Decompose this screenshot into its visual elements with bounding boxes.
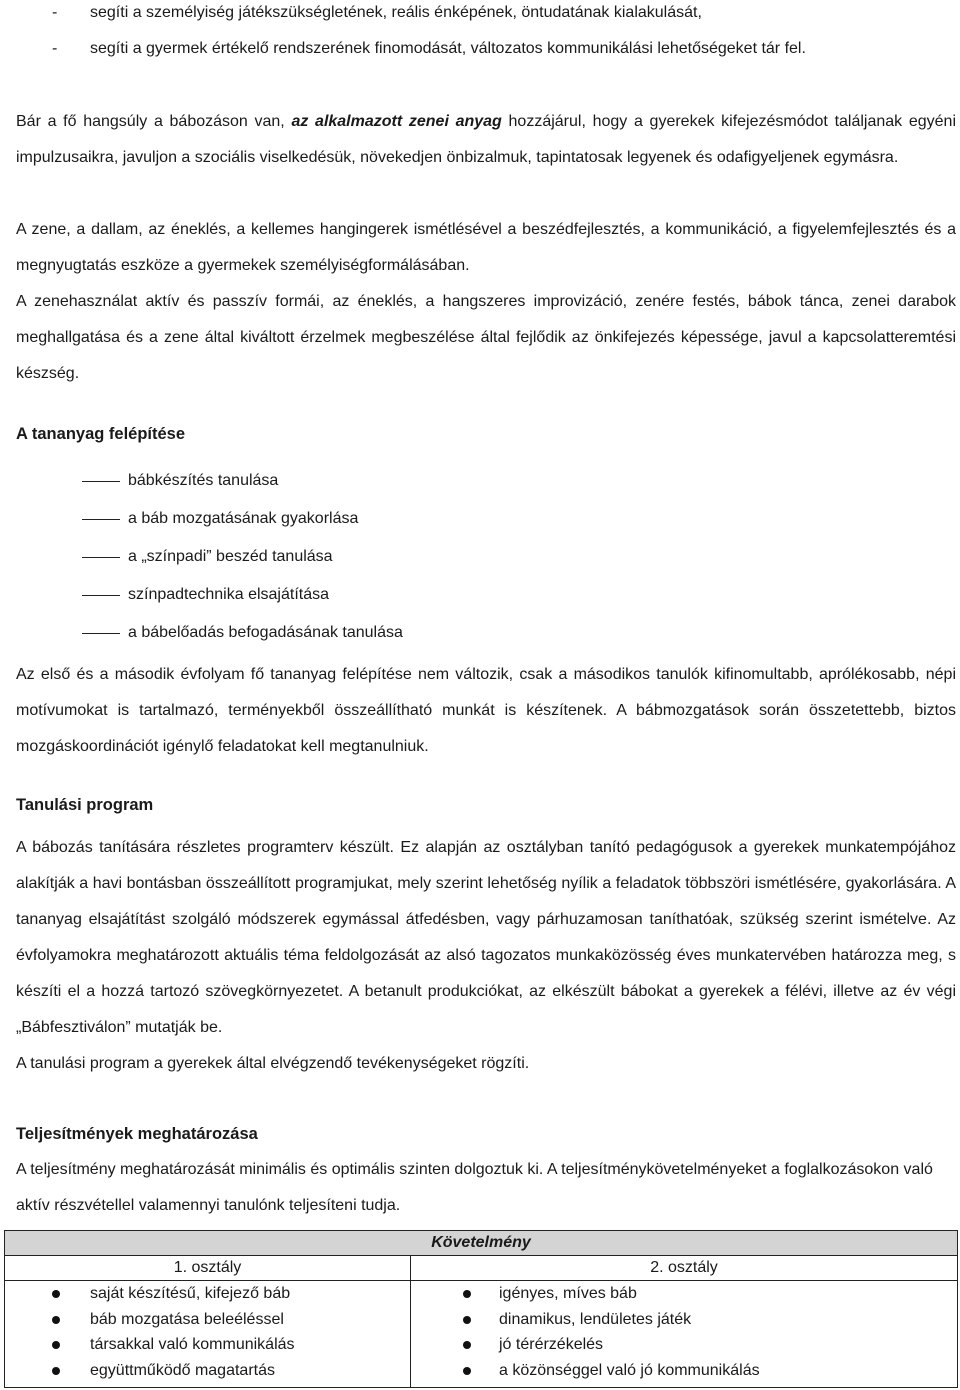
- intro-list-text: segíti a személyiség játékszükségletének, reális énképének, öntudatának kialakulását,: [90, 4, 702, 21]
- paragraph-music: [16, 104, 956, 176]
- column-header-1: 1. osztály: [5, 1256, 411, 1281]
- list-item: [5, 1358, 410, 1384]
- paragraph-zenehasznalat: A zenehasználat aktív és passzív formái, az éneklés, a hangszeres improvizáció, zenére festés, bábok tánca, zenei darabok meghallgatása és a zene által kiváltott érzelmek megbeszélése által fejlődik az önkifejezés képessége, javul a kapcsolatteremtési készség.: [16, 293, 956, 382]
- line-marker: [82, 595, 120, 596]
- list-item: [411, 1332, 957, 1358]
- list-item-text: igényes, míves báb: [499, 1285, 637, 1302]
- section-heading-program: Tanulási program: [16, 796, 154, 814]
- column-2-cell: [411, 1281, 958, 1388]
- paragraph-program: A bábozás tanítására részletes programterv készült. Ez alapján az osztályban tanító pedagógusok a gyerekek munkatempójához alakítják a havi bontásban összeállított programjukat, mely szerint lehetőség nyílik a feladatok többszöri ismétlésére, gyakorlására. A tananyag elsajátítást szolgáló módszerek egymással átfedésben, vagy párhuzamosan taníthatóak, szükség szerint ismételve. Az évfolyamokra meghatározott aktuális téma feldolgozását az alsó tagozatos munkaközösség éves munkatervében határozza meg, s készíti el a hozzá tartozó szövegkörnyezetet. A betanult produkciókat, az elkészült bábokat a gyerekek a félévi, illetve az év végi „Bábfesztiválon” mutatják be.: [16, 839, 956, 1036]
- paragraph-text: hozzájárul, hogy a gyerekek kifejezésmódot találjanak egyéni impulzusaikra, javuljon a szociális viselkedésük, növekedjen önbizalmuk, tapintatosak legyenek és odafigyeljenek egymásra.: [16, 113, 957, 166]
- requirements-table: [4, 1230, 958, 1388]
- bullet-icon: [463, 1290, 471, 1298]
- column-header-2: 2. osztály: [411, 1256, 958, 1281]
- column-1-cell: [5, 1281, 411, 1388]
- list-item-text: báb mozgatása beleéléssel: [90, 1310, 284, 1328]
- intro-list-text: segíti a gyermek értékelő rendszerének finomodását, változatos kommunikálási lehetőségeket tár fel.: [90, 40, 806, 57]
- list-item-text: a „színpadi” beszéd tanulása: [128, 548, 333, 565]
- list-item-text: a bábelőadás befogadásának tanulása: [128, 624, 403, 641]
- list-item: [5, 1332, 410, 1358]
- list-item-text: bábkészítés tanulása: [128, 472, 279, 489]
- dash-marker: -: [52, 4, 58, 21]
- paragraph-program-last: A tanulási program a gyerekek által elvégzendő tevékenységeket rögzíti.: [16, 1055, 530, 1072]
- list-item-text: dinamikus, lendületes játék: [499, 1310, 692, 1328]
- line-marker: [82, 481, 120, 482]
- bullet-icon: [52, 1367, 60, 1375]
- list-item-text: saját készítésű, kifejező báb: [90, 1285, 291, 1302]
- bullet-icon: [52, 1290, 60, 1298]
- section-heading-teljesitmeny: Teljesítmények meghatározása: [16, 1125, 258, 1143]
- line-marker: [82, 633, 120, 634]
- list-item: [411, 1281, 957, 1307]
- list-item-text: együttműködő magatartás: [90, 1361, 275, 1379]
- paragraph-text: Bár a fő hangsúly a bábozáson van,: [16, 113, 292, 130]
- section-heading-tananyag: A tananyag felépítése: [16, 425, 186, 443]
- list-item: [411, 1307, 957, 1333]
- paragraph-tananyag: Az első és a második évfolyam fő tananyag felépítése nem változik, csak a másodikos tanulók kifinomultabb, aprólékosabb, népi motívumokat is tartalmazó, terményekből összeállítható munkát is készítenek. A bábmozgatások során összetettebb, biztos mozgáskoordinációt igénylő feladatokat kell megtanulniuk.: [16, 666, 956, 755]
- list-item: [5, 1281, 410, 1307]
- list-item-text: a közönséggel való jó kommunikálás: [499, 1361, 760, 1379]
- emphasis-text: az alkalmazott zenei anyag: [291, 113, 502, 130]
- dash-marker: -: [52, 40, 58, 57]
- list-item-text: jó térérzékelés: [499, 1336, 604, 1353]
- line-marker: [82, 557, 120, 558]
- paragraph-zene: A zene, a dallam, az éneklés, a kellemes hangingerek ismétlésével a beszédfejlesztés, a kommunikáció, a figyelemfejlesztés és a megnyugtatás eszköze a gyermekek személyiségformálásában.: [16, 221, 956, 274]
- bullet-icon: [463, 1367, 471, 1375]
- line-marker: [82, 519, 120, 520]
- list-item-text: a báb mozgatásának gyakorlása: [128, 510, 359, 527]
- list-item: [411, 1358, 957, 1384]
- list-item: [5, 1307, 410, 1333]
- list-item-text: társakkal való kommunikálás: [90, 1336, 295, 1353]
- bullet-icon: [463, 1316, 471, 1324]
- bullet-icon: [52, 1316, 60, 1324]
- bullet-icon: [52, 1341, 60, 1349]
- list-item-text: színpadtechnika elsajátítása: [128, 586, 330, 603]
- bullet-icon: [463, 1341, 471, 1349]
- paragraph-teljesitmeny: A teljesítmény meghatározását minimális és optimális szinten dolgoztuk ki. A teljesítménykövetelményeket a foglalkozásokon való aktív részvétellel valamennyi tanulónk teljesíteni tudja.: [16, 1161, 933, 1214]
- table-title: Követelmény: [5, 1231, 958, 1256]
